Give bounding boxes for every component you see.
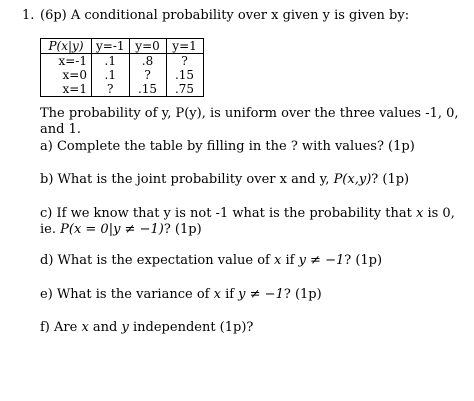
table-header-row [41, 39, 204, 54]
question-c-line-2: ie. P(x = 0|y ≠ −1)? (1p) [40, 222, 202, 237]
question-d: d) What is the expectation value of x if y ≠ −1? (1p) [40, 253, 383, 268]
table-cell: .8 [129, 54, 166, 69]
table-row-label: x=-1 [41, 54, 92, 69]
table-column-header: y=-1 [92, 39, 130, 54]
table-cell: .1 [92, 68, 130, 82]
table-cell: .1 [92, 54, 130, 69]
question-b: b) What is the joint probability over x and y, P(x,y)? (1p) [40, 172, 410, 187]
table-cell: .15 [129, 82, 166, 97]
table-row [41, 68, 204, 82]
table-cell: .75 [166, 82, 203, 97]
conditional-probability-table [40, 38, 204, 97]
problem-header-text: (6p) A conditional probability over x given y is given by: [40, 8, 410, 23]
table-column-header: y=1 [166, 39, 203, 54]
uniform-statement: The probability of y, P(y), is uniform over the three values -1, 0, and 1. [40, 106, 459, 137]
question-f: f) Are x and y independent (1p)? [40, 320, 254, 335]
question-e: e) What is the variance of x if y ≠ −1? (1p) [40, 287, 322, 302]
table-row-label: x=0 [41, 68, 92, 82]
question-c-line-1: c) If we know that y is not -1 what is the probability that x is 0, [40, 206, 455, 221]
table-row [41, 54, 204, 69]
conditional-probability-table-wrap [40, 38, 204, 97]
table-cell: ? [166, 54, 203, 69]
table-cell: ? [129, 68, 166, 82]
problem-header [22, 8, 409, 24]
table-corner-label: P(x|y) [41, 39, 92, 54]
table-cell: ? [92, 82, 130, 97]
table-column-header: y=0 [129, 39, 166, 54]
problem-number: 1. [22, 8, 35, 23]
table-row [41, 82, 204, 97]
question-a: a) Complete the table by filling in the ? with values? (1p) [40, 139, 415, 154]
table-row-label: x=1 [41, 82, 92, 97]
question-c [40, 206, 455, 238]
table-cell: .15 [166, 68, 203, 82]
